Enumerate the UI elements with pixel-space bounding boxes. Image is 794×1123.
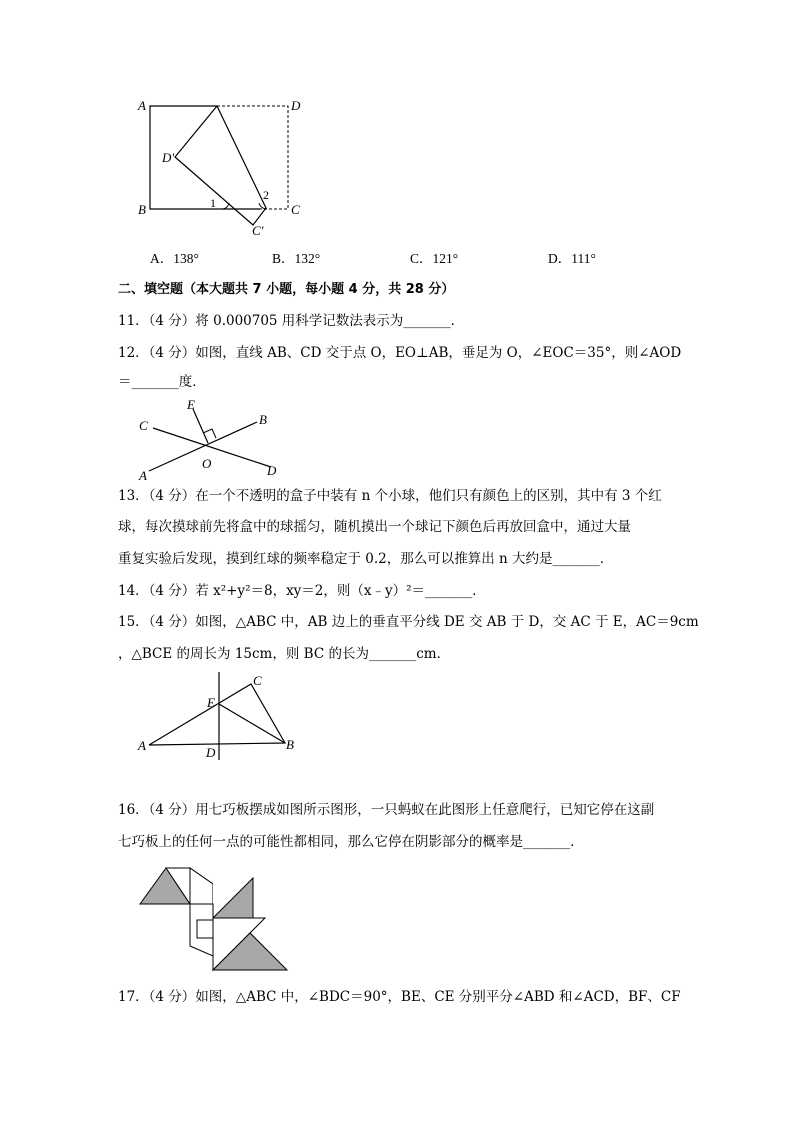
answer-blank: _______ (131, 374, 179, 390)
answer-blank: _______ (425, 583, 473, 599)
question-15-line-1: 15．（4 分）如图，△ABC 中，AB 边上的垂直平分线 DE 交 AB 于 D，交 AC 于 E，AC＝9cm (118, 614, 699, 630)
question-14: 14．（4 分）若 x²+y²＝8，xy＝2，则（x﹣y）²＝_______． (118, 583, 486, 599)
question-13-line-3: 重复实验后发现，摸到红球的频率稳定于 0.2，那么可以推算出 n 大约是_______． (118, 551, 614, 567)
label-C-prime: C′ (252, 223, 264, 238)
answer-blank: _______ (368, 646, 417, 662)
label-E: E (187, 397, 195, 412)
question-12-line-1: 12．（4 分）如图，直线 AB、CD 交于点 O，EO⊥AB，垂足为 O，∠EOC＝35°，则∠AOD (118, 345, 682, 361)
label-C: C (139, 418, 148, 433)
question-17-line-1: 17．（4 分）如图，△ABC 中，∠BDC＝90°，BE、CE 分别平分∠ABD 和∠ACD，BF、CF (118, 989, 681, 1005)
choice-d: D．111° (548, 251, 596, 266)
answer-blank: _______ (403, 313, 451, 329)
label-D: D (267, 463, 277, 478)
choice-b: B．132° (272, 251, 321, 266)
answer-blank: _______ (552, 551, 600, 567)
label-B: B (259, 412, 267, 427)
question-16-line-1: 16．（4 分）用七巧板摆成如图所示图形，一只蚂蚁在此图形上任意爬行，已知它停在这副 (118, 802, 655, 818)
label-B: B (286, 737, 294, 752)
label-A: A (139, 468, 147, 483)
answer-blank: _______ (523, 834, 571, 850)
figure-q15-triangle (135, 670, 310, 765)
figure-q10-folded-rectangle (135, 95, 310, 240)
rectangle-dashed-edges (217, 106, 288, 209)
label-angle-1: 1 (210, 196, 216, 210)
label-B: B (138, 202, 146, 217)
triangle-ABC (149, 684, 285, 745)
question-11: 11．（4 分）将 0.000705 用科学记数法表示为_______． (118, 313, 465, 329)
tangram-top-right-triangle (190, 868, 213, 904)
tangram-small-square (197, 920, 213, 938)
label-D: D (291, 98, 301, 113)
figure-q16-tangram (135, 858, 295, 978)
figure-q12-intersecting-lines (135, 395, 295, 485)
question-13-line-2: 球，每次摸球前先将盒中的球摇匀，随机摸出一个球记下颜色后再放回盒中，通过大量 (118, 519, 631, 535)
label-A: A (138, 98, 146, 113)
folded-part (175, 106, 266, 225)
label-E: E (207, 695, 215, 710)
choice-a: A．138° (150, 251, 199, 266)
question-12-line-2: ＝_______度． (118, 374, 206, 390)
segment-EB (219, 704, 285, 743)
section-heading: 二、填空题（本大题共 7 小题，每小题 4 分，共 28 分） (118, 282, 455, 297)
label-O: O (202, 456, 212, 471)
line-EO (193, 409, 208, 443)
label-D: D (206, 745, 216, 760)
question-13-line-1: 13．（4 分）在一个不透明的盒子中装有 n 个小球，他们只有颜色上的区别，其中有 3 个红 (118, 488, 662, 504)
question-16-line-2: 七巧板上的任何一点的可能性都相同，那么它停在阴影部分的概率是_______． (118, 834, 584, 850)
label-angle-2: 2 (263, 188, 269, 202)
label-C: C (291, 202, 300, 217)
label-D-prime: D′ (162, 150, 175, 165)
label-A: A (138, 738, 146, 753)
label-C: C (253, 673, 262, 688)
rectangle-solid-edges (150, 106, 217, 209)
choice-c: C．121° (410, 251, 459, 266)
question-15-line-2: ，△BCE 的周长为 15cm，则 BC 的长为_______cm． (118, 646, 451, 662)
